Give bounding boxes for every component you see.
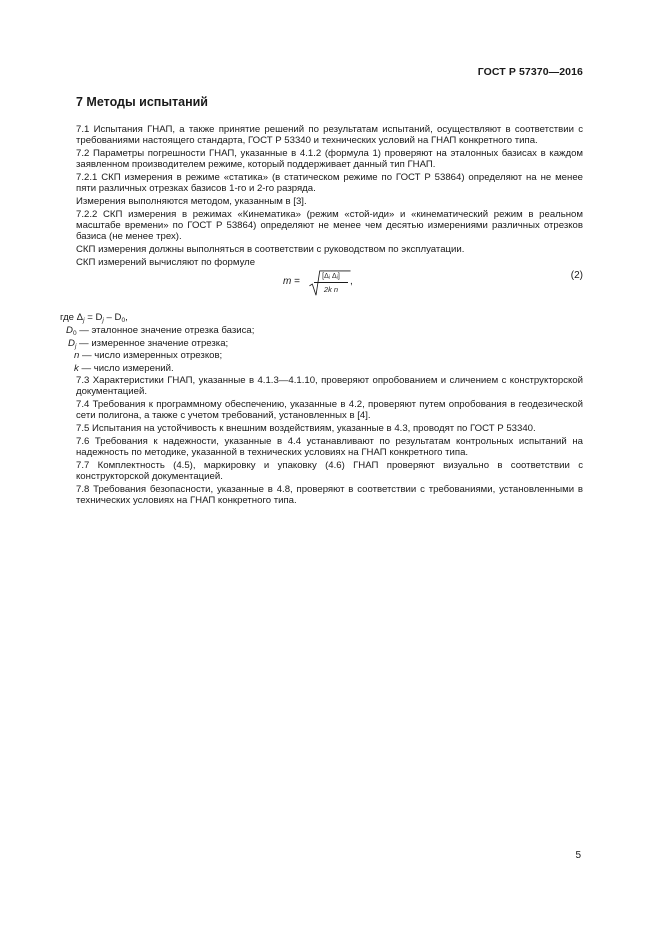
definition-k (74, 363, 583, 374)
paragraph-7-2 (76, 148, 583, 171)
paragraph-7-2-2 (76, 209, 583, 243)
paragraph-7-7 (76, 460, 583, 483)
paragraph-7-4 (76, 399, 583, 422)
document-code: ГОСТ Р 57370—2016 (477, 66, 583, 78)
formula-equals: = (291, 276, 300, 287)
formula-number: (2) (570, 270, 583, 281)
paragraph-7-8 (76, 484, 583, 507)
paragraph-7-2-text: 7.2 Параметры погрешности ГНАП, указанные в 4.1.2 (формула 1) проверяют на эталонных базисах в каждом заявленном производителем режиме, который поддерживает данный тип ГНАП. (76, 148, 583, 171)
definition-d0-symbol: D (66, 325, 73, 337)
paragraph-7-5 (76, 423, 583, 434)
where-sub-j2: j (102, 317, 104, 324)
formula-2 (76, 270, 583, 304)
formula-comma: , (350, 276, 353, 287)
paragraph-7-4-text: 7.4 Требования к программному обеспечению, указанные в 4.2, проверяют путем опробования в геодезической сети полигона, а также с учетом требований, установленных в [4]. (76, 399, 583, 422)
definition-k-text: — число измерений. (78, 362, 174, 374)
section-title: 7 Методы испытаний (76, 95, 208, 109)
paragraph-7-7-text: 7.7 Комплектность (4.5), маркировку и упаковку (4.6) ГНАП проверяют визуально в соответствии с конструкторской документацией. (76, 459, 583, 483)
paragraph-7-1 (76, 124, 583, 147)
definition-n (74, 350, 583, 361)
where-sub-j: j (83, 317, 85, 324)
paragraph-formula-intro-text: СКП измерений вычисляют по формуле (76, 256, 256, 268)
definition-dj (64, 338, 583, 349)
formula-denominator: 2k n (323, 285, 339, 294)
formula-variable: m (283, 276, 292, 287)
paragraph-7-2-1-text: 7.2.1 СКП измерения в режиме «статика» (в статическом режиме по ГОСТ Р 53864) определяют на не менее пяти различных отрезках базисов 1-го и 2-го разряда. (76, 172, 583, 195)
definition-dj-text: — измеренное значение отрезка; (76, 337, 229, 349)
paragraph-7-6-text: 7.6 Требования к надежности, указанные в 4.4 устанавливают по результатам контрольных испытаний на надежность по методике, указанной в технических условиях на ГНАП конкретного типа. (76, 435, 583, 459)
fraction-bar (314, 282, 348, 283)
definition-dj-sub: j (74, 342, 77, 350)
definition-dj-symbol: D (68, 337, 75, 349)
paragraph-7-2-2-text: 7.2.2 СКП измерения в режимах «Кинематика» (режим «стой-иди» и «кинематический режим в реальном масштабе времени» по ГОСТ Р 53864) определяют не менее чем десятью измерениями различных отрезков базиса (не менее трех). (76, 208, 583, 243)
where-clause (60, 312, 583, 323)
paragraph-7-2-1 (76, 172, 583, 195)
paragraph-manual (76, 244, 583, 255)
where-comma: , (125, 312, 128, 323)
paragraph-7-8-text: 7.8 Требования безопасности, указанные в 4.8, проверяют в соответствии с требованиями, установленными в технических условиях на ГНАП конкретного типа. (76, 483, 583, 507)
where-lead: где Δ (60, 312, 84, 323)
paragraph-method-text: Измерения выполняются методом, указанным в [3]. (76, 196, 307, 207)
paragraph-7-1-text: 7.1 Испытания ГНАП, а также принятие решений по результатам испытаний, осуществляют в соответствии с требованиями настоящего стандарта, ГОСТ Р 53340 и технических условий на ГНАП конкретного типа. (76, 124, 583, 147)
paragraph-manual-text: СКП измерения должны выполняться в соответствии с руководством по эксплуатации. (76, 244, 465, 255)
paragraph-formula-intro (76, 257, 583, 268)
formula-lhs (283, 276, 300, 287)
page-number: 5 (575, 850, 581, 861)
where-minus: – D (103, 312, 122, 323)
paragraph-7-6 (76, 436, 583, 459)
paragraph-method (76, 196, 583, 207)
paragraph-7-5-text: 7.5 Испытания на устойчивость к внешним воздействиям, указанные в 4.3, проводят по ГОСТ Р 53340. (76, 423, 536, 435)
formula-numerator: [Δⱼ Δⱼ] (322, 273, 340, 280)
paragraph-7-3 (76, 375, 583, 398)
definition-n-symbol: n (74, 350, 80, 362)
definition-d0 (62, 325, 583, 336)
definition-d0-sub: 0 (72, 330, 77, 338)
paragraph-7-3-text: 7.3 Характеристики ГНАП, указанные в 4.1.3—4.1.10, проверяют опробованием и сличением с конструкторской документацией. (76, 375, 583, 398)
definition-k-symbol: k (74, 362, 79, 374)
definition-d0-text: — эталонное значение отрезка базиса; (76, 325, 255, 337)
definitions-list (66, 325, 583, 374)
definition-n-text: — число измеренных отрезков; (79, 350, 223, 362)
where-rest: = D (84, 312, 103, 323)
where-sub-0: 0 (121, 317, 126, 324)
